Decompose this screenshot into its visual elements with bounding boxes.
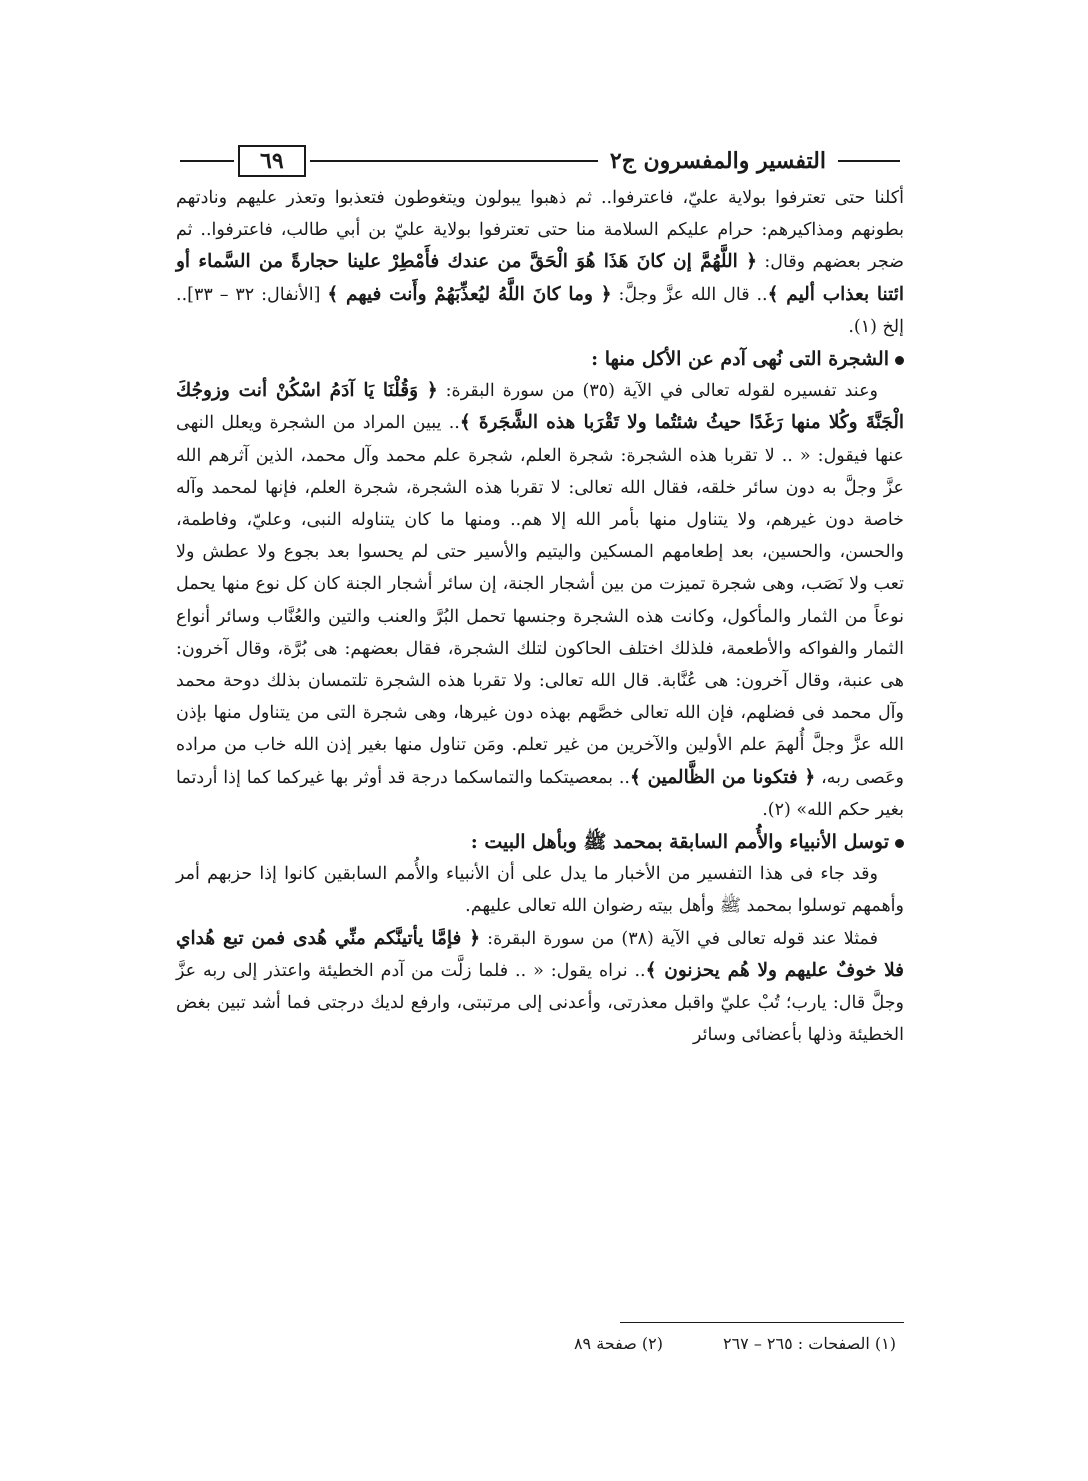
paragraph-1-text-c: [الأنفال: ٣٢ – ٣٣].. إلخ (١). [176, 284, 904, 337]
paragraph-4 [176, 923, 904, 1052]
paragraph-2 [176, 375, 904, 826]
running-title: التفسير والمفسرون ج٢ [609, 148, 826, 174]
quran-verse-3: ﴿ وَقُلْنَا يَا آدَمُ اسْكُنْ أنت وزوجُكَ الْجَنَّةَ وكُلا منها رَغَدًا حيثُ شئتُما ولا تَقْرَبا هذه الشَّجَرةَ ﴾ [176, 380, 904, 434]
section-heading-tawassul-text: توسل الأنبياء والأُمم السابقة بمحمد ﷺ وبأهل البيت : [470, 831, 889, 854]
page-number: ٦٩ [238, 145, 306, 177]
paragraph-2-text-b: .. يبين المراد من الشجرة ويعلل النهى عنها فيقول: « .. لا تقربا هذه الشجرة: شجرة العلم، شجرة علم محمد وآل محمد، الذين آثرهم الله عزَّ وجلَّ به دون سائر خلقه، فقال الله تعالى: لا تقربا هذه الشجرة، شجرة العلم، فإنها لمحمد وآله خاصة دون غيرهم، ولا يتناول منها بأمر الله إلا هم.. ومنها ما كان يتناوله النبى، وعليّ، وفاطمة، والحسن، والحسين، بعد إطعامهم المسكين واليتيم والأسير حتى لم يحسوا بعد بجوع ولا عطش ولا تعب ولا نَصَب، وهى شجرة تميزت من بين أشجار الجنة، إن سائر أشجار الجنة كان كل نوع منها يحمل نوعاً من الثمار والمأكول، وكانت هذه الشجرة وجنسها تحمل البُرَّ والعنب والتين والعُنَّاب وسائر أنواع الثمار والفواكه والأطعمة، فلذلك اختلف الحاكون لتلك الشجرة، فقال بعضهم: هى بُرَّة، وقال آخرون: هى عنبة، وقال آخرون: هى عُنَّابة. قال الله تعالى: ولا تقربا هذه الشجرة تلتمسان بذلك دوحة محمد وآل محمد فى فضلهم، فإن الله تعالى خصَّهم بهذه دون غيرها، وهى شجرة التى من يتناول منها بإذن الله عزَّ وجلَّ أُلهمَ علم الأولين والآخرين من غير تعلم. ومَن تناول منها بغير إذن الله خاب من مراده وعَصى ربه، [176, 413, 904, 788]
quran-verse-4: ﴿ فتكونا من الظَّالمين ﴾ [629, 766, 816, 788]
paragraph-4-text-b: .. نراه يقول: « .. فلما زلَّت من آدم الخطيئة واعتذر إلى ربه عزَّ وجلَّ قال: يارب؛ تُبْ عليّ واقبل معذرتى، وأعدنى إلى مرتبتى، وارفع لديك درجتى فما أشد تبين بغض الخطيئة وذلها بأعضائى وسائر [176, 960, 904, 1046]
section-heading-tree [176, 343, 904, 375]
quran-verse-5: ﴿ فإمَّا يأتينَّكم منِّي هُدى فمن تبع هُداي فلا خوفٌ عليهم ولا هُم يحزنون ﴾ [176, 927, 904, 981]
paragraph-4-text-a: فمثلا عند قوله تعالى في الآية (٣٨) من سورة البقرة: [480, 928, 878, 949]
paragraph-1-text-a: أكلنا حتى تعترفوا بولاية عليّ، فاعترفوا.. ثم ذهبوا يبولون ويتغوطون فتعذبوا وتعذر عليهم ونادتهم بطونهم ومذاكيرهم: حرام عليكم السلامة منا حتى تعترفوا بولاية عليّ بن أبي طالب، فاعترفوا.. ثم ضجر بعضهم وقال: [176, 188, 904, 273]
footnotes [176, 1334, 896, 1353]
header-rule-right [838, 160, 900, 162]
bullet-icon [895, 356, 904, 365]
paragraph-2-text-c: .. بمعصيتكما والتماسكما درجة قد أوثر بها غيركما كما إذا أردتما بغير حكم الله» (٢). [176, 767, 904, 820]
page-body [176, 182, 904, 1051]
page [176, 138, 904, 1368]
header-rule-left [180, 160, 234, 162]
quran-verse-1: ﴿ اللَّهُمَّ إن كانَ هَذَا هُوَ الْحَقَّ من عندك فأَمْطِرْ علينا حجارةً من السَّماء أو ائتنا بعذاب أليم ﴾ [176, 251, 904, 305]
footnote-1: (١) الصفحات : ٢٦٥ – ٢٦٧ [722, 1334, 896, 1353]
paragraph-1-text-b: .. قال الله عزَّ وجلَّ: [611, 284, 768, 305]
section-heading-tawassul [176, 826, 904, 858]
paragraph-1 [176, 182, 904, 343]
section-heading-tree-text: الشجرة التى نُهى آدم عن الأكل منها : [591, 348, 889, 371]
paragraph-2-text-a: وعند تفسيره لقوله تعالى في الآية (٣٥) من سورة البقرة: [437, 381, 878, 402]
footnote-2: (٢) صفحة ٨٩ [573, 1334, 663, 1353]
paragraph-3: وقد جاء فى هذا التفسير من الأخبار ما يدل على أن الأنبياء والأُمم السابقين كانوا إذا حزبهم أمر وأهمهم توسلوا بمحمد ﷺ وأهل بيته رضوان الله تعالى عليهم. [176, 864, 904, 917]
quran-verse-2: ﴿ وما كانَ اللَّهُ ليُعذِّبَهُمْ وأَنت فيهم ﴾ [327, 283, 612, 305]
bullet-icon [895, 839, 904, 848]
running-header [176, 138, 904, 184]
footnote-rule [620, 1322, 904, 1323]
header-rule-middle [310, 160, 598, 162]
